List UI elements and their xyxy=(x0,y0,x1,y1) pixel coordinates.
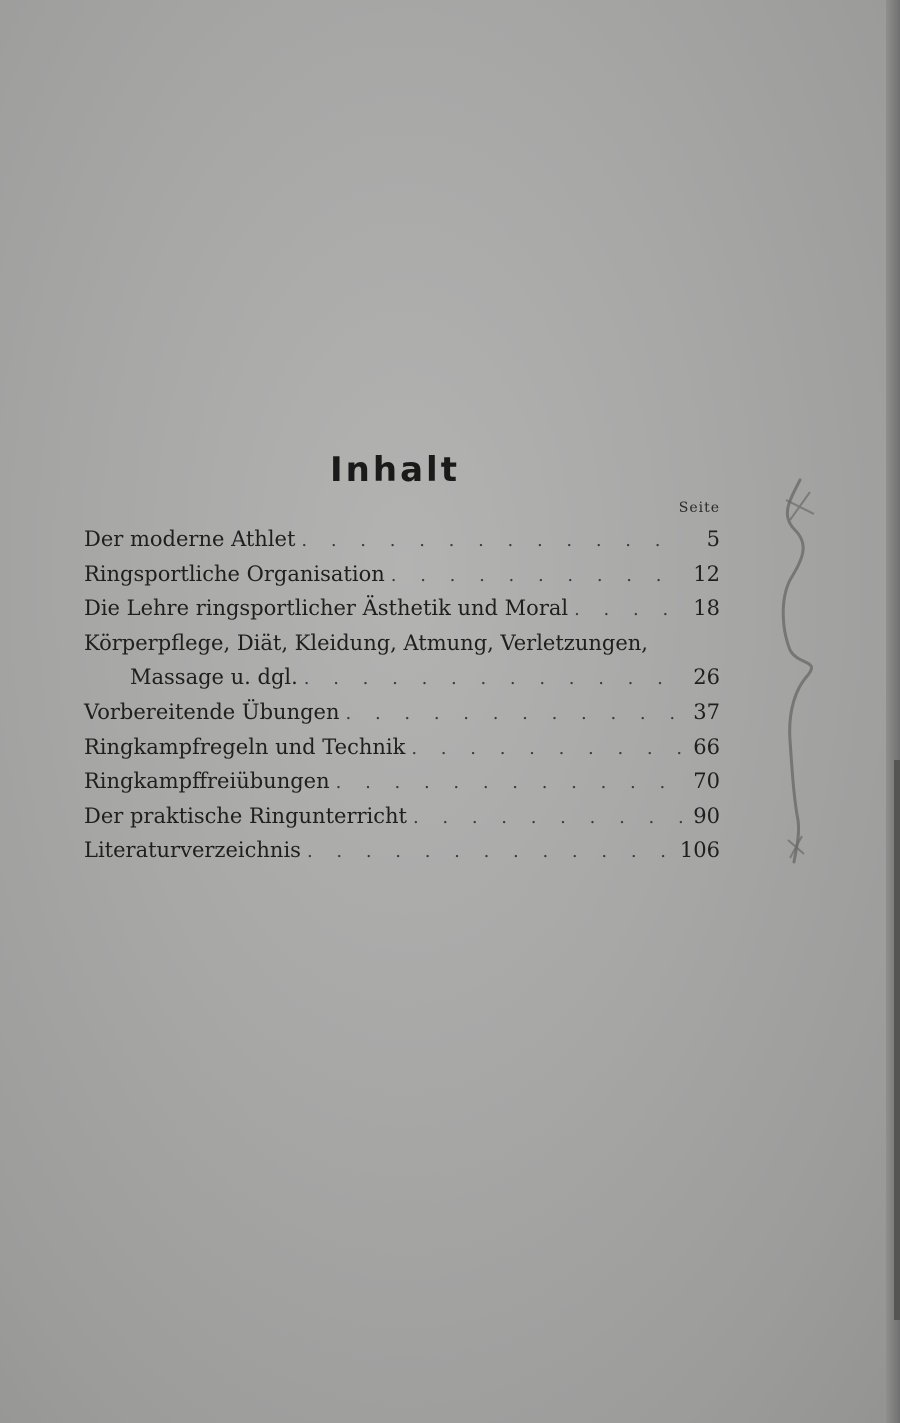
toc-entry xyxy=(84,557,720,592)
toc-entry-title: Ringkampfregeln und Technik xyxy=(84,734,406,759)
toc-leader-dots xyxy=(307,835,674,870)
page-title: Inhalt xyxy=(330,450,460,490)
toc-page-number: 70 xyxy=(693,769,720,794)
toc-entry-title: Der praktische Ringunterricht xyxy=(84,803,407,828)
toc-entry-title: Vorbereitende Übungen xyxy=(84,699,340,724)
page-edge-shadow xyxy=(894,760,900,1320)
toc-page-number: 106 xyxy=(679,838,720,863)
toc-leader-dots xyxy=(574,593,684,628)
toc-page-number: 5 xyxy=(706,527,720,551)
toc-entry xyxy=(84,764,720,799)
toc-entry-title: Der moderne Athlet xyxy=(84,527,296,551)
toc-leader-dots xyxy=(411,732,684,767)
toc-entry xyxy=(84,591,720,626)
toc-page-number: 26 xyxy=(693,665,720,690)
table-of-contents xyxy=(84,522,720,868)
toc-leader-dots xyxy=(391,559,684,594)
toc-entry-title: Körperpflege, Diät, Kleidung, Atmung, Verletzungen, xyxy=(84,630,648,655)
toc-leader-dots xyxy=(301,524,684,559)
toc-entry-title: Ringsportliche Organisation xyxy=(84,561,385,586)
toc-leader-dots xyxy=(336,766,684,801)
toc-page-number: 90 xyxy=(693,803,720,828)
toc-entry xyxy=(84,833,720,868)
toc-entry-title: Literaturverzeichnis xyxy=(84,838,301,863)
toc-entry-title-continued: Massage u. dgl. xyxy=(130,665,298,690)
toc-entry xyxy=(84,626,720,661)
toc-entry-title: Ringkampffreiübungen xyxy=(84,769,330,794)
toc-entry xyxy=(84,522,720,557)
toc-page-number: 66 xyxy=(693,734,720,759)
toc-entry-continuation xyxy=(84,660,720,695)
toc-entry xyxy=(84,799,720,834)
toc-page-number: 18 xyxy=(693,596,720,621)
toc-leader-dots xyxy=(413,801,684,836)
page-column-label: Seite xyxy=(678,500,720,516)
toc-page-number: 12 xyxy=(693,561,720,586)
toc-leader-dots xyxy=(346,697,685,732)
toc-entry-title: Die Lehre ringsportlicher Ästhetik und Moral xyxy=(84,596,569,621)
toc-entry xyxy=(84,730,720,765)
pencil-brace-mark xyxy=(760,470,840,870)
toc-leader-dots xyxy=(304,662,684,697)
toc-page-number: 37 xyxy=(693,699,720,724)
toc-entry xyxy=(84,695,720,730)
